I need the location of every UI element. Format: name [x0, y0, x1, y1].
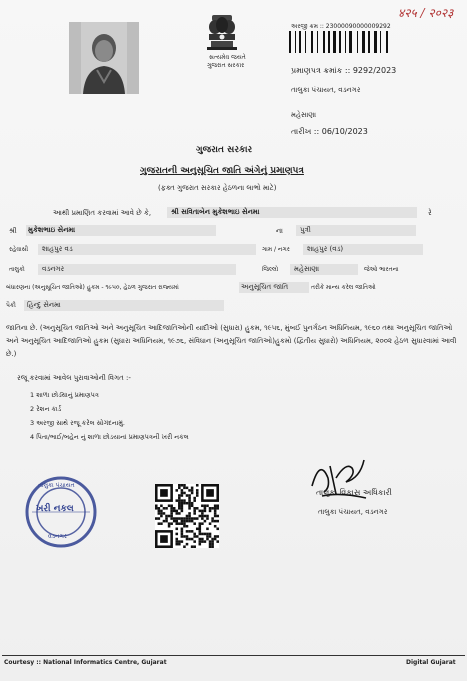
relation-field	[296, 225, 416, 236]
qr-module	[193, 517, 196, 520]
qr-module	[211, 520, 214, 523]
qr-module	[199, 528, 202, 531]
qr-module	[186, 487, 189, 490]
qr-module	[214, 510, 217, 513]
qr-module	[178, 494, 181, 497]
applicant-photo	[69, 22, 139, 94]
taluka-value: વડનગર	[42, 265, 65, 273]
qr-module	[204, 507, 207, 510]
qr-module	[183, 525, 186, 528]
constitution-order-text: બંધારણના (અનુસૂચિત જાતિઓ) હુકમ - ૧૯૫૦, હેઠળ ગુજરાત રાજ્યમાં	[6, 284, 179, 291]
qr-module	[175, 540, 178, 543]
barcode-bar	[299, 31, 301, 53]
qr-module	[181, 504, 184, 507]
qr-module	[173, 510, 176, 513]
barcode-bar	[295, 31, 296, 53]
documents-list	[30, 391, 189, 447]
qr-module	[178, 487, 181, 490]
qr-module	[206, 528, 209, 531]
village-label: ગામ / નગર	[262, 246, 290, 253]
qr-module	[199, 522, 202, 525]
barcode-bar	[368, 31, 370, 53]
qr-module	[216, 528, 219, 531]
qr-module	[209, 522, 212, 525]
qr-module	[204, 504, 207, 507]
qr-module	[183, 499, 186, 502]
qr-module	[186, 494, 189, 497]
qr-finder-core	[160, 489, 168, 497]
qr-module	[188, 530, 191, 533]
row4-suffix: જેઓ ભારતના	[364, 266, 399, 273]
qr-module	[188, 502, 191, 505]
qr-module	[196, 494, 199, 497]
qr-code	[155, 484, 219, 548]
qr-module	[188, 504, 191, 507]
qr-module	[178, 497, 181, 500]
qr-module	[165, 517, 168, 520]
qr-module	[178, 540, 181, 543]
district-label: જિલ્લો	[262, 266, 279, 273]
barcode-bar	[328, 31, 330, 53]
qr-module	[196, 507, 199, 510]
qr-module	[181, 492, 184, 495]
father-name: મુકેશભાઇ સેનમા	[28, 226, 76, 234]
qr-module	[216, 507, 219, 510]
qr-module	[181, 517, 184, 520]
qr-module	[181, 507, 184, 510]
qr-module	[193, 522, 196, 525]
certificate-title: ગુજરાતની અનુસૂચિત જાતિ અંગેનું પ્રમાણપત્ર	[140, 166, 304, 176]
qr-module	[183, 522, 186, 525]
officer-title: તાલુકા વિકાસ અધિકારી	[316, 488, 392, 497]
document-item: 2 રેશન કાર્ડ	[30, 405, 62, 413]
qr-module	[168, 525, 171, 528]
qr-module	[186, 538, 189, 541]
qr-module	[178, 499, 181, 502]
qr-module	[191, 530, 194, 533]
qr-module	[178, 522, 181, 525]
qr-module	[206, 504, 209, 507]
qr-module	[181, 530, 184, 533]
qr-module	[183, 484, 186, 487]
qr-module	[214, 507, 217, 510]
qr-module	[214, 538, 217, 541]
qr-module	[188, 520, 191, 523]
barcode-bar	[374, 31, 377, 53]
issuing-office: તાલુકા પંચાયત, વડનગર	[291, 86, 361, 94]
qr-module	[183, 492, 186, 495]
qr-module	[199, 543, 202, 546]
qr-module	[163, 507, 166, 510]
qr-module	[186, 517, 189, 520]
qr-module	[204, 540, 207, 543]
qr-module	[206, 517, 209, 520]
qr-module	[214, 512, 217, 515]
qr-module	[188, 538, 191, 541]
qr-module	[193, 535, 196, 538]
qr-module	[181, 535, 184, 538]
qr-module	[170, 510, 173, 513]
qr-module	[183, 487, 186, 490]
issuing-district: મહેસાણા	[291, 111, 317, 119]
qr-module	[188, 507, 191, 510]
qr-module	[191, 502, 194, 505]
qr-module	[158, 512, 161, 515]
qr-module	[181, 484, 184, 487]
qr-module	[186, 502, 189, 505]
document-item: 4 પિતા/ભાઈ/બહેન નું શાળા છોડયાનાં પ્રમાણપત્રની ખરી નકલ	[30, 433, 189, 441]
qr-module	[181, 533, 184, 536]
barcode-bar	[380, 31, 381, 53]
qr-module	[196, 489, 199, 492]
qr-module	[204, 515, 207, 518]
emblem-caption: સત્યમેવ જયતે	[209, 54, 246, 61]
qr-module	[193, 507, 196, 510]
qr-module	[175, 520, 178, 523]
qr-module	[193, 512, 196, 515]
qr-module	[201, 538, 204, 541]
qr-module	[165, 515, 168, 518]
qr-module	[188, 515, 191, 518]
qr-module	[196, 492, 199, 495]
qr-module	[196, 528, 199, 531]
qr-module	[178, 484, 181, 487]
qr-module	[160, 504, 163, 507]
qr-module	[186, 535, 189, 538]
caste-type: અનુસૂચિત જાતિ	[241, 283, 289, 291]
qr-module	[211, 538, 214, 541]
qr-module	[193, 510, 196, 513]
qr-module	[209, 535, 212, 538]
qr-module	[175, 489, 178, 492]
qr-module	[186, 520, 189, 523]
qr-module	[211, 507, 214, 510]
qr-module	[216, 535, 219, 538]
emblem-govt-caption: ગુજરાત સરકાર	[207, 62, 245, 69]
office-seal	[24, 475, 98, 549]
seal-top-text: તાલુકા પંચાયત	[38, 482, 75, 489]
qr-module	[173, 507, 176, 510]
legal-paragraph: જાતિના છે. (અનુસૂચિત જાતિઓ અને અનુસૂચિત આદિજાતિઓની યાદીઓ (સુધારા) હુકમ, ૧૯૫૬, મુંબઈ પુનર્ગઠન અધિનિયમ, ૧૯૬૦ તથા અનુસૂચિત જાતિઓ અને અનુસૂચિત આદિજાતિઓ હુકમ (સુધારા અધિનિયમ, ૧૯૭૬, સંવિધાન (અનુસૂચિત જાતિઓ)હુકમો (દ્વિતીય સુધારો) અધિનિયમ, ૨૦૦૨ હેઠળ સુધારવામાં આવી છે.)	[6, 324, 457, 358]
qr-module	[214, 504, 217, 507]
qr-module	[201, 540, 204, 543]
qr-module	[201, 510, 204, 513]
qr-module	[183, 502, 186, 505]
qr-module	[216, 540, 219, 543]
qr-module	[175, 528, 178, 531]
qr-module	[214, 525, 217, 528]
qr-module	[181, 540, 184, 543]
qr-module	[158, 517, 161, 520]
resident-label: રહેવાસી	[9, 246, 29, 253]
qr-module	[175, 538, 178, 541]
qr-module	[201, 515, 204, 518]
qr-module	[191, 489, 194, 492]
qr-module	[175, 522, 178, 525]
qr-module	[201, 522, 204, 525]
barcode-bar	[349, 31, 352, 53]
qr-module	[158, 510, 161, 513]
relation-value: પુત્રી	[300, 226, 311, 234]
qr-module	[191, 538, 194, 541]
documents-heading: રજૂ કરવામાં આવેલ પુરાવાઓની વિગત :-	[17, 374, 131, 382]
qr-module	[160, 510, 163, 513]
qr-module	[216, 504, 219, 507]
qr-finder-core	[206, 489, 214, 497]
barcode-bar	[323, 31, 325, 53]
qr-module	[199, 525, 202, 528]
qr-module	[199, 540, 202, 543]
qr-module	[181, 522, 184, 525]
qr-module	[211, 543, 214, 546]
certificate-number: પ્રમાણપત્ર ક્રમાંક :: 9292/2023	[291, 66, 397, 75]
qr-module	[188, 499, 191, 502]
qr-module	[201, 512, 204, 515]
govt-title: ગુજરાત સરકાર	[196, 145, 253, 155]
qr-module	[211, 517, 214, 520]
barcode-bar	[339, 31, 341, 53]
barcode-bar	[333, 31, 336, 53]
qr-module	[209, 510, 212, 513]
qr-module	[206, 533, 209, 536]
qr-module	[181, 510, 184, 513]
qr-finder-core	[160, 535, 168, 543]
qr-module	[170, 512, 173, 515]
qr-module	[186, 525, 189, 528]
qr-module	[211, 540, 214, 543]
qr-module	[155, 504, 158, 507]
qr-module	[170, 515, 173, 518]
qr-module	[178, 512, 181, 515]
barcode-caption: અરજી ક્રમ :: 23000090000009292	[291, 23, 391, 30]
qr-module	[170, 507, 173, 510]
caste-name: હિન્દુ સેનમા	[27, 301, 61, 309]
qr-module	[214, 515, 217, 518]
qr-module	[201, 517, 204, 520]
qr-module	[214, 520, 217, 523]
qr-module	[214, 535, 217, 538]
resident-address: શાહપુર વડ	[42, 245, 73, 253]
qr-module	[191, 517, 194, 520]
qr-module	[186, 530, 189, 533]
qr-module	[209, 533, 212, 536]
qr-module	[175, 533, 178, 536]
barcode-bar	[362, 31, 365, 53]
qr-module	[193, 533, 196, 536]
qr-module	[178, 504, 181, 507]
qr-module	[204, 520, 207, 523]
qr-module	[178, 502, 181, 505]
taluka-label: તાલુકો	[9, 266, 25, 273]
qr-module	[188, 494, 191, 497]
qr-module	[191, 492, 194, 495]
qr-module	[209, 540, 212, 543]
qr-module	[178, 507, 181, 510]
barcode-bar	[357, 31, 358, 53]
barcode	[289, 31, 389, 53]
qr-module	[175, 517, 178, 520]
qr-module	[165, 520, 168, 523]
qr-module	[186, 515, 189, 518]
document-item: 3 અરજી સાથે રજૂ કરેલ સોગંદનામું.	[30, 419, 125, 427]
handwritten-serial: ४२५ / २०२३	[398, 6, 454, 20]
footer-credit: Courtesy :: National Informatics Centre, Gujarat	[4, 659, 167, 666]
qr-module	[170, 504, 173, 507]
qr-module	[155, 517, 158, 520]
qr-module	[209, 543, 212, 546]
row5-suffix: તરીકે માન્ય કરેલ જાતિઓ	[311, 284, 376, 291]
qr-module	[170, 517, 173, 520]
qr-module	[175, 512, 178, 515]
officer-office: તાલુકા પંચાયત, વડનગર	[318, 508, 388, 516]
qr-module	[206, 535, 209, 538]
qr-module	[178, 517, 181, 520]
document-item: 1 શાળા છોડ્યાનું પ્રમાણપત્ર	[30, 391, 99, 399]
qr-module	[168, 515, 171, 518]
qr-module	[158, 522, 161, 525]
footer-divider	[2, 655, 465, 656]
qr-module	[173, 517, 176, 520]
qr-module	[168, 504, 171, 507]
taluka-field	[38, 264, 236, 275]
qr-module	[181, 499, 184, 502]
qr-module	[216, 520, 219, 523]
barcode-bar	[317, 31, 318, 53]
barcode-bar	[289, 31, 291, 53]
qr-module	[158, 507, 161, 510]
qr-module	[188, 512, 191, 515]
qr-module	[204, 533, 207, 536]
qr-module	[199, 533, 202, 536]
qr-module	[181, 528, 184, 531]
seal-center-text: ખરી નકલ	[36, 504, 74, 514]
qr-module	[201, 504, 204, 507]
qr-module	[199, 515, 202, 518]
qr-module	[155, 507, 158, 510]
qr-module	[201, 533, 204, 536]
barcode-bar	[386, 31, 388, 53]
qr-module	[191, 487, 194, 490]
qr-module	[199, 530, 202, 533]
qr-module	[211, 545, 214, 548]
qr-module	[204, 510, 207, 513]
qr-module	[196, 535, 199, 538]
row1-suffix: રે	[428, 209, 432, 217]
qr-module	[163, 512, 166, 515]
qr-module	[191, 520, 194, 523]
qr-module	[209, 545, 212, 548]
father-prefix: શ્રી	[9, 227, 17, 235]
district-value: મહેસાણા	[294, 265, 320, 273]
qr-module	[191, 504, 194, 507]
footer-brand: Digital Gujarat	[406, 659, 456, 666]
qr-module	[206, 538, 209, 541]
qr-module	[165, 507, 168, 510]
qr-module	[188, 497, 191, 500]
qr-module	[183, 535, 186, 538]
qr-module	[175, 499, 178, 502]
qr-module	[181, 520, 184, 523]
qr-module	[193, 540, 196, 543]
qr-module	[196, 484, 199, 487]
qr-module	[170, 522, 173, 525]
qr-module	[188, 489, 191, 492]
seal-bottom-text: વડનગર	[48, 533, 67, 540]
intro-text: આથી પ્રમાણિત કરવામાં આવે છે કે,	[53, 209, 152, 217]
qr-module	[193, 499, 196, 502]
qr-module	[175, 510, 178, 513]
applicant-name: શ્રી સવિતાબેન મુકેશભાઇ સેનમા	[171, 208, 260, 216]
qr-module	[199, 510, 202, 513]
qr-module	[181, 494, 184, 497]
qr-module	[173, 520, 176, 523]
issue-date: તારીખ :: 06/10/2023	[291, 127, 368, 136]
village-value: શાહપુર (વડ)	[307, 245, 344, 253]
barcode-bar	[305, 31, 306, 53]
qr-module	[178, 543, 181, 546]
qr-module	[193, 497, 196, 500]
qr-module	[181, 502, 184, 505]
qr-module	[216, 515, 219, 518]
qr-module	[193, 545, 196, 548]
certificate-subtitle: (ફક્ત ગુજરાત સરકાર હેઠળના લાભો માટે)	[158, 184, 277, 192]
qr-module	[163, 520, 166, 523]
qr-module	[191, 545, 194, 548]
barcode-bar	[345, 31, 346, 53]
qr-module	[160, 522, 163, 525]
qr-module	[206, 515, 209, 518]
qr-module	[183, 520, 186, 523]
qr-module	[168, 522, 171, 525]
qr-module	[183, 517, 186, 520]
qr-module	[186, 543, 189, 546]
qr-module	[209, 507, 212, 510]
qr-module	[160, 512, 163, 515]
relation-connector: ના	[276, 227, 283, 235]
qr-module	[196, 517, 199, 520]
qr-module	[175, 543, 178, 546]
qr-module	[183, 545, 186, 548]
caste-prefix: પૈકી	[6, 302, 16, 309]
qr-module	[181, 489, 184, 492]
qr-module	[188, 517, 191, 520]
barcode-bar	[311, 31, 313, 53]
qr-module	[160, 515, 163, 518]
qr-module	[199, 538, 202, 541]
